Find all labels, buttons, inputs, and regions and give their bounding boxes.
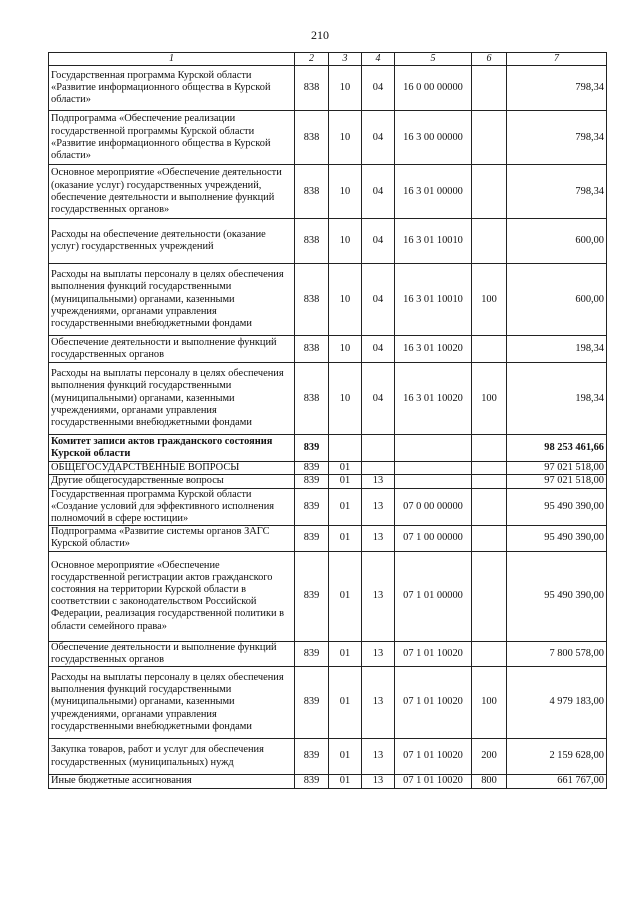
amount-cell: 600,00 [507, 264, 607, 336]
expense-type-cell: 100 [472, 264, 507, 336]
admin-code-cell: 839 [295, 641, 329, 666]
target-article-cell: 07 1 01 10020 [395, 775, 472, 789]
expense-type-cell: 800 [472, 775, 507, 789]
subsection-code-cell: 04 [362, 66, 395, 111]
section-code-cell: 10 [329, 165, 362, 219]
admin-code-cell: 839 [295, 488, 329, 526]
row-name-cell: Основное мероприятие «Обеспечение деятельности (оказание услуг) государственных учреждений, обеспечение деятельности и выполнение функций государственных органов» [49, 165, 295, 219]
table-row [49, 739, 607, 775]
admin-code-cell: 838 [295, 264, 329, 336]
table-row [49, 526, 607, 551]
column-header-row [49, 53, 607, 66]
amount-cell: 2 159 628,00 [507, 739, 607, 775]
admin-code-cell: 838 [295, 336, 329, 363]
expense-type-cell [472, 66, 507, 111]
amount-cell: 95 490 390,00 [507, 526, 607, 551]
amount-cell: 7 800 578,00 [507, 641, 607, 666]
admin-code-cell: 839 [295, 775, 329, 789]
table-row [49, 165, 607, 219]
table-row [49, 336, 607, 363]
subsection-code-cell: 13 [362, 667, 395, 739]
expense-type-cell [472, 526, 507, 551]
row-name-cell: Расходы на выплаты персоналу в целях обеспечения выполнения функций государственными (муниципальными) органами, казенными учреждениями, органами управления государственными внебюджетными фондами [49, 363, 295, 435]
expense-type-cell [472, 551, 507, 641]
target-article-cell: 16 3 00 00000 [395, 111, 472, 165]
table-row [49, 264, 607, 336]
section-code-cell: 10 [329, 66, 362, 111]
amount-cell: 98 253 461,66 [507, 435, 607, 462]
target-article-cell [395, 462, 472, 475]
expense-type-cell [472, 219, 507, 264]
budget-table [48, 52, 607, 789]
target-article-cell: 16 3 01 10020 [395, 336, 472, 363]
row-name-cell: Иные бюджетные ассигнования [49, 775, 295, 789]
admin-code-cell: 838 [295, 111, 329, 165]
table-row [49, 219, 607, 264]
table-row [49, 111, 607, 165]
amount-cell: 97 021 518,00 [507, 462, 607, 475]
amount-cell: 95 490 390,00 [507, 551, 607, 641]
subsection-code-cell: 13 [362, 551, 395, 641]
section-code-cell: 01 [329, 641, 362, 666]
section-code-cell: 01 [329, 488, 362, 526]
amount-cell: 97 021 518,00 [507, 475, 607, 488]
target-article-cell: 07 0 00 00000 [395, 488, 472, 526]
amount-cell: 600,00 [507, 219, 607, 264]
admin-code-cell: 838 [295, 66, 329, 111]
subsection-code-cell: 04 [362, 165, 395, 219]
subsection-code-cell: 13 [362, 475, 395, 488]
row-name-cell: Расходы на обеспечение деятельности (оказание услуг) государственных учреждений [49, 219, 295, 264]
row-name-cell: Подпрограмма «Обеспечение реализации государственной программы Курской области «Развитие информационного общества в Курской области» [49, 111, 295, 165]
section-code-cell: 10 [329, 264, 362, 336]
row-name-cell: ОБЩЕГОСУДАРСТВЕННЫЕ ВОПРОСЫ [49, 462, 295, 475]
subsection-code-cell: 13 [362, 488, 395, 526]
admin-code-cell: 839 [295, 475, 329, 488]
column-header: 7 [507, 53, 607, 66]
subsection-code-cell: 13 [362, 775, 395, 789]
table-row [49, 551, 607, 641]
target-article-cell: 07 1 00 00000 [395, 526, 472, 551]
admin-code-cell: 839 [295, 435, 329, 462]
section-code-cell [329, 435, 362, 462]
section-code-cell: 01 [329, 775, 362, 789]
column-header: 2 [295, 53, 329, 66]
section-code-cell: 01 [329, 475, 362, 488]
row-name-cell: Обеспечение деятельности и выполнение функций государственных органов [49, 336, 295, 363]
target-article-cell: 07 1 01 10020 [395, 739, 472, 775]
subsection-code-cell: 13 [362, 526, 395, 551]
table-row [49, 66, 607, 111]
admin-code-cell: 839 [295, 462, 329, 475]
target-article-cell: 16 3 01 10010 [395, 264, 472, 336]
amount-cell: 661 767,00 [507, 775, 607, 789]
expense-type-cell [472, 336, 507, 363]
target-article-cell [395, 475, 472, 488]
section-code-cell: 01 [329, 739, 362, 775]
subsection-code-cell: 04 [362, 363, 395, 435]
table-row [49, 475, 607, 488]
expense-type-cell: 100 [472, 363, 507, 435]
row-name-cell: Другие общегосударственные вопросы [49, 475, 295, 488]
row-name-cell: Расходы на выплаты персоналу в целях обеспечения выполнения функций государственными (муниципальными) органами, казенными учреждениями, органами управления государственными внебюджетными фондами [49, 264, 295, 336]
amount-cell: 798,34 [507, 165, 607, 219]
admin-code-cell: 838 [295, 363, 329, 435]
row-name-cell: Расходы на выплаты персоналу в целях обеспечения выполнения функций государственными (муниципальными) органами, казенными учреждениями, органами управления государственными внебюджетными фондами [49, 667, 295, 739]
amount-cell: 4 979 183,00 [507, 667, 607, 739]
row-name-cell: Основное мероприятие «Обеспечение государственной регистрации актов гражданского состояния на территории Курской области в соответствии с законодательством Российской Федерации, реализация государственной политики в области семейного права» [49, 551, 295, 641]
target-article-cell: 07 1 01 10020 [395, 641, 472, 666]
section-code-cell: 10 [329, 336, 362, 363]
section-code-cell: 01 [329, 551, 362, 641]
table-row [49, 363, 607, 435]
row-name-cell: Государственная программа Курской области «Создание условий для эффективного исполнения полномочий в сфере юстиции» [49, 488, 295, 526]
subsection-code-cell [362, 462, 395, 475]
table-row [49, 775, 607, 789]
table-row [49, 435, 607, 462]
admin-code-cell: 839 [295, 667, 329, 739]
subsection-code-cell: 13 [362, 739, 395, 775]
target-article-cell: 16 3 01 00000 [395, 165, 472, 219]
expense-type-cell [472, 111, 507, 165]
amount-cell: 798,34 [507, 111, 607, 165]
expense-type-cell [472, 435, 507, 462]
section-code-cell: 01 [329, 667, 362, 739]
expense-type-cell [472, 165, 507, 219]
target-article-cell: 07 1 01 10020 [395, 667, 472, 739]
section-code-cell: 10 [329, 111, 362, 165]
subsection-code-cell: 13 [362, 641, 395, 666]
subsection-code-cell: 04 [362, 336, 395, 363]
subsection-code-cell: 04 [362, 264, 395, 336]
column-header: 4 [362, 53, 395, 66]
admin-code-cell: 839 [295, 526, 329, 551]
amount-cell: 198,34 [507, 363, 607, 435]
expense-type-cell [472, 641, 507, 666]
admin-code-cell: 838 [295, 165, 329, 219]
table-row [49, 488, 607, 526]
page-number: 210 [311, 28, 329, 42]
target-article-cell: 07 1 01 00000 [395, 551, 472, 641]
column-header: 3 [329, 53, 362, 66]
table-row [49, 667, 607, 739]
column-header: 6 [472, 53, 507, 66]
column-header: 5 [395, 53, 472, 66]
subsection-code-cell [362, 435, 395, 462]
expense-type-cell: 100 [472, 667, 507, 739]
table-row [49, 462, 607, 475]
column-header: 1 [49, 53, 295, 66]
expense-type-cell [472, 488, 507, 526]
target-article-cell: 16 0 00 00000 [395, 66, 472, 111]
row-name-cell: Обеспечение деятельности и выполнение функций государственных органов [49, 641, 295, 666]
subsection-code-cell: 04 [362, 111, 395, 165]
row-name-cell: Государственная программа Курской области «Развитие информационного общества в Курской области» [49, 66, 295, 111]
amount-cell: 198,34 [507, 336, 607, 363]
subsection-code-cell: 04 [362, 219, 395, 264]
section-code-cell: 10 [329, 363, 362, 435]
row-name-cell: Подпрограмма «Развитие системы органов ЗАГС Курской области» [49, 526, 295, 551]
row-name-cell: Комитет записи актов гражданского состояния Курской области [49, 435, 295, 462]
section-code-cell: 01 [329, 462, 362, 475]
admin-code-cell: 839 [295, 739, 329, 775]
section-code-cell: 10 [329, 219, 362, 264]
expense-type-cell [472, 462, 507, 475]
row-name-cell: Закупка товаров, работ и услуг для обеспечения государственных (муниципальных) нужд [49, 739, 295, 775]
amount-cell: 95 490 390,00 [507, 488, 607, 526]
target-article-cell [395, 435, 472, 462]
amount-cell: 798,34 [507, 66, 607, 111]
target-article-cell: 16 3 01 10010 [395, 219, 472, 264]
expense-type-cell [472, 475, 507, 488]
admin-code-cell: 839 [295, 551, 329, 641]
target-article-cell: 16 3 01 10020 [395, 363, 472, 435]
admin-code-cell: 838 [295, 219, 329, 264]
expense-type-cell: 200 [472, 739, 507, 775]
table-row [49, 641, 607, 666]
section-code-cell: 01 [329, 526, 362, 551]
